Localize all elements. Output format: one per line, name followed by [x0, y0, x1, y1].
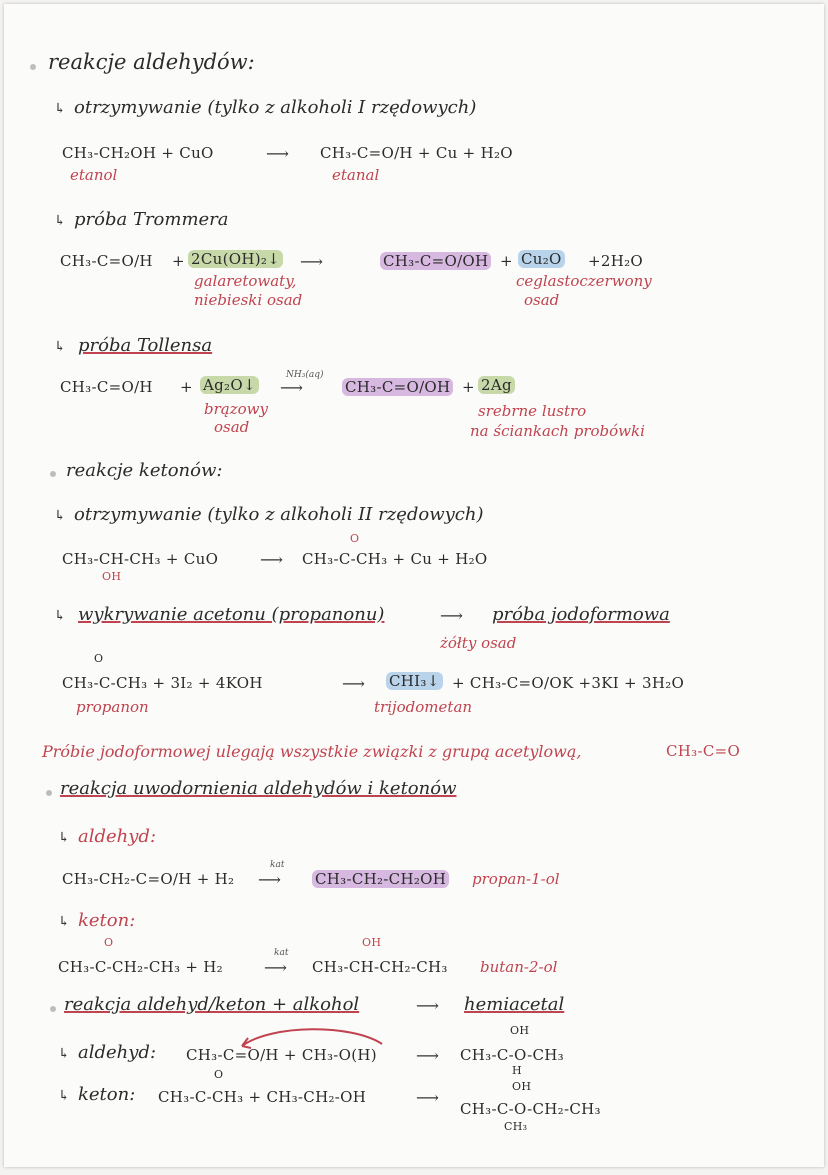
section-heading-aldehydes: reakcje aldehydów:: [48, 50, 255, 74]
subheading-ketone-obtaining: otrzymywanie (tylko z alkoholi II rzędowych): [74, 504, 484, 525]
subheading-aldehyde-obtaining: otrzymywanie (tylko z alkoholi I rzędowych): [74, 97, 477, 118]
hemi-aldehyde-lhs: CH₃-C=O/H + CH₃-O(H): [186, 1046, 377, 1064]
tollens-plus: +: [180, 378, 193, 396]
section-heading-ketones: reakcje ketonów:: [66, 460, 223, 481]
arrow-bullet-icon: ↳: [54, 508, 66, 524]
hydro-aldehyde-product: CH₃-CH₂-CH₂OH: [312, 870, 449, 888]
hydro-ketone-product-sup: OH: [362, 936, 382, 949]
hemi-ketone-product-bottom: CH₃: [504, 1120, 528, 1133]
bullet: [30, 64, 36, 70]
arrow-bullet-icon: ↳: [58, 1046, 70, 1062]
hydrogenation-heading-text: reakcja uwodornienia aldehydów i ketonów: [60, 778, 457, 799]
hemiacetal-rhs-text: hemiacetal: [464, 994, 565, 1015]
trommer-reagent-note-2: niebieski osad: [194, 291, 303, 309]
reaction-arrow-icon: ⟶: [416, 996, 439, 1015]
hydro-ketone-lhs-sup: O: [104, 936, 114, 949]
iodoform-rhs: + CH₃-C=O/OK +3KI + 3H₂O: [452, 674, 685, 692]
subheading-trommer: próba Trommera: [74, 209, 229, 230]
trommer-reagent: 2Cu(OH)₂↓: [188, 250, 283, 268]
hemi-aldehyde-product: CH₃-C-O-CH₃: [460, 1046, 564, 1064]
arrow-bullet-icon: ↳: [54, 101, 66, 117]
reaction-arrow-icon: ⟶: [264, 958, 287, 977]
hemi-ketone-product-top: OH: [512, 1080, 532, 1093]
label-propanon: propanon: [76, 698, 149, 716]
subheading-hemi-aldehyde: aldehyd:: [78, 1042, 157, 1063]
hemi-ketone-product: CH₃-C-O-CH₂-CH₃: [460, 1100, 601, 1118]
ketone-obtaining-lhs: CH₃-CH-CH₃ + CuO: [62, 550, 219, 568]
reaction-arrow-icon: ⟶: [266, 144, 289, 163]
tollens-reagent-note-2: osad: [214, 418, 250, 436]
reaction-arrow-icon: ⟶: [416, 1046, 439, 1065]
tollens-lhs: CH₃-C=O/H: [60, 378, 153, 396]
iodoform-product-wrap: [386, 672, 443, 690]
bullet: [46, 790, 52, 796]
hydro-ketone-product-name: butan-2-ol: [480, 958, 558, 976]
trommer-product: CH₃-C=O/OH: [380, 252, 491, 270]
ketone-obtaining-rhs-sup: O: [350, 532, 360, 545]
trommer-product-note-1: ceglastoczerwony: [516, 272, 652, 290]
arrow-bullet-icon: ↳: [54, 608, 66, 624]
iodoform-product: CHI₃↓: [386, 672, 443, 690]
reaction-arrow-icon: ⟶: [300, 252, 323, 271]
hydro-aldehyde-lhs: CH₃-CH₂-C=O/H + H₂: [62, 870, 235, 888]
iodoform-note-formula: CH₃-C=O: [666, 742, 741, 760]
trommer-reagent-wrap: [188, 250, 283, 268]
section-heading-hemiacetal: [64, 994, 359, 1015]
tollens-product-wrap: [342, 378, 453, 396]
trommer-product-note-2: osad: [524, 291, 560, 309]
equation-aldehyde-obtaining-lhs: CH₃-CH₂OH + CuO: [62, 144, 214, 162]
heading-hemiacetal-rhs: [464, 994, 564, 1015]
label-trijodometan: trijodometan: [374, 698, 473, 716]
tollens-reagent-wrap: [200, 376, 259, 394]
iodoform-note: Próbie jodoformowej ulegają wszystkie związki z grupą acetylową,: [42, 742, 582, 761]
trommer-plus: +: [172, 252, 185, 270]
subheading-tollens: próba Tollensa: [78, 335, 213, 356]
trommer-product-wrap: [380, 252, 491, 270]
tollens-product-note-1: srebrne lustro: [478, 402, 587, 420]
hydro-ketone-product: CH₃-CH-CH₂-CH₃: [312, 958, 448, 976]
reaction-arrow-icon: ⟶: [258, 870, 281, 889]
ketone-obtaining-rhs: CH₃-C-CH₃ + Cu + H₂O: [302, 550, 488, 568]
reaction-arrow-icon: ⟶: [440, 606, 463, 625]
equation-aldehyde-obtaining-rhs: CH₃-C=O/H + Cu + H₂O: [320, 144, 513, 162]
arrow-bullet-icon: ↳: [54, 213, 66, 229]
label-etanal: etanal: [332, 166, 380, 184]
arrow-bullet-icon: ↳: [58, 830, 70, 846]
hemi-aldehyde-product-bottom: H: [512, 1064, 522, 1077]
trommer-reagent-note-1: galaretowaty,: [194, 272, 297, 290]
hydro-aldehyde-product-wrap: [312, 870, 449, 888]
tollens-product-note-2: na ściankach probówki: [470, 422, 645, 440]
label-etanol: etanol: [70, 166, 118, 184]
tollens-reagent: Ag₂O↓: [200, 376, 259, 394]
reaction-arrow-icon: ⟶: [260, 550, 283, 569]
hydro-aldehyde-product-name: propan-1-ol: [472, 870, 560, 888]
trommer-lhs: CH₃-C=O/H: [60, 252, 153, 270]
tollens-product2-wrap: [478, 376, 515, 394]
hydro-ketone-catalyst: kat: [274, 948, 289, 958]
ketone-obtaining-lhs-sub: OH: [102, 570, 122, 583]
hemi-ketone-lhs-sup: O: [214, 1068, 224, 1081]
arrow-bullet-icon: ↳: [54, 339, 66, 355]
subheading-iodoform-rhs: próba jodoformowa: [492, 604, 670, 625]
hemi-aldehyde-product-top: OH: [510, 1024, 530, 1037]
iodoform-lhs-sup: O: [94, 652, 104, 665]
trommer-product2: Cu₂O: [518, 250, 565, 268]
electron-transfer-arrow: [232, 1022, 392, 1052]
trommer-product2-wrap: [518, 250, 565, 268]
subheading-hydro-ketone: keton:: [78, 910, 136, 931]
section-heading-hydrogenation: [60, 778, 456, 799]
reaction-arrow-icon: ⟶: [342, 674, 365, 693]
subheading-hydro-aldehyde: aldehyd:: [78, 826, 157, 847]
subheading-iodoform: wykrywanie acetonu (propanonu): [78, 604, 385, 625]
bullet: [50, 1006, 56, 1012]
reaction-arrow-icon: ⟶: [280, 378, 303, 397]
hydro-ketone-lhs: CH₃-C-CH₂-CH₃ + H₂: [58, 958, 223, 976]
trommer-plus-2: +: [500, 252, 513, 270]
hemi-ketone-lhs: CH₃-C-CH₃ + CH₃-CH₂-OH: [158, 1088, 367, 1106]
iodoform-precipitate-note: żółty osad: [440, 634, 517, 652]
subheading-hemi-ketone: keton:: [78, 1084, 136, 1105]
trommer-product3: +2H₂O: [588, 252, 644, 270]
tollens-plus-2: +: [462, 378, 475, 396]
bullet: [50, 471, 56, 477]
tollens-reagent-note-1: brązowy: [204, 400, 268, 418]
tollens-arrow-label: NH₃(aq): [286, 370, 324, 380]
tollens-product: CH₃-C=O/OH: [342, 378, 453, 396]
iodoform-lhs: CH₃-C-CH₃ + 3I₂ + 4KOH: [62, 674, 263, 692]
hydro-aldehyde-catalyst: kat: [270, 860, 285, 870]
tollens-product2: 2Ag: [478, 376, 515, 394]
arrow-bullet-icon: ↳: [58, 1088, 70, 1104]
arrow-bullet-icon: ↳: [58, 914, 70, 930]
notes-page: [4, 4, 824, 1167]
hemiacetal-heading-text: reakcja aldehyd/keton + alkohol: [64, 994, 360, 1015]
reaction-arrow-icon: ⟶: [416, 1088, 439, 1107]
